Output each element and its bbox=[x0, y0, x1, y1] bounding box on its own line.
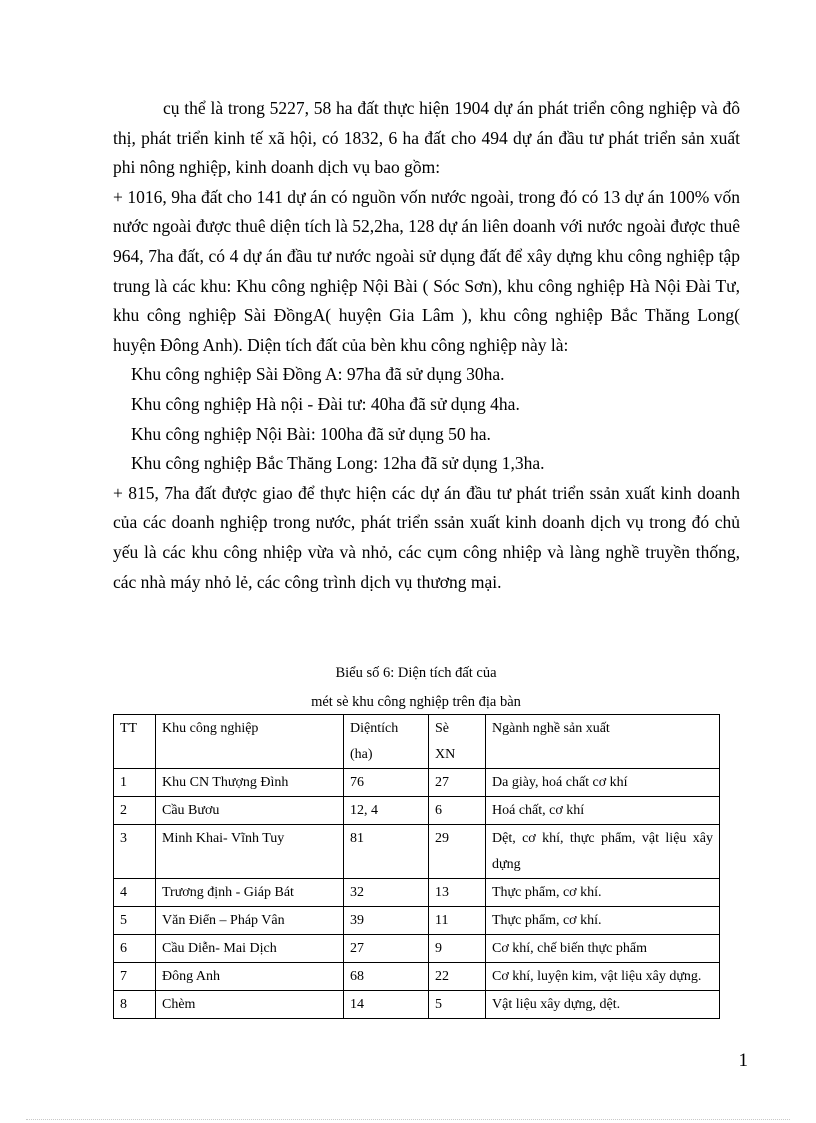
zone-item-noi-bai: Khu công nghiệp Nội Bài: 100ha đã sử dụng 50 ha. bbox=[131, 423, 491, 444]
paragraph-intro: cụ thể là trong 5227, 58 ha đất thực hiện 1904 dự án phát triển công nghiệp và đô thị, phát triển kinh tế xã hội, có 1832, 6 ha đất cho 494 dự án đầu tư phát triển sản xuất phi nông nghiệp, kinh doanh dịch vụ bao gồm: bbox=[113, 98, 740, 178]
table-row bbox=[114, 797, 720, 825]
cell-area: 76 bbox=[344, 769, 429, 797]
cell-area: 14 bbox=[344, 991, 429, 1019]
cell-area: 12, 4 bbox=[344, 797, 429, 825]
table-row bbox=[114, 935, 720, 963]
page-number: 1 bbox=[738, 1050, 748, 1071]
cell-zone-name: Khu CN Thượng Đình bbox=[156, 769, 344, 797]
cell-area: 27 bbox=[344, 935, 429, 963]
table-caption-line2: mét sè khu công nghiệp trên địa bàn bbox=[311, 694, 521, 710]
header-zone-name: Khu công nghiệp bbox=[156, 715, 344, 769]
cell-sector: Thực phẩm, cơ khí. bbox=[486, 907, 720, 935]
page-bottom-divider bbox=[26, 1119, 790, 1120]
cell-zone-name: Đông Anh bbox=[156, 963, 344, 991]
cell-area: 39 bbox=[344, 907, 429, 935]
cell-zone-name: Cầu Bươu bbox=[156, 797, 344, 825]
paragraph-domestic-investment: + 815, 7ha đất được giao để thực hiện các dự án đầu tư phát triển ssản xuất kinh doanh của các doanh nghiệp trong nước, phát triển ssản xuất kinh doanh dịch vụ trong đó chủ yếu là các khu công nhiệp vừa và nhỏ, các cụm công nhiệp và làng nghề truyền thống, các nhà máy nhỏ lẻ, các công trình dịch vụ thương mại. bbox=[113, 482, 740, 592]
table-row bbox=[114, 825, 720, 879]
table-caption-line1: Biểu số 6: Diện tích đất của bbox=[335, 665, 497, 681]
cell-tt: 2 bbox=[114, 797, 156, 825]
cell-sector: Da giày, hoá chất cơ khí bbox=[486, 769, 720, 797]
cell-tt: 3 bbox=[114, 825, 156, 879]
table-row bbox=[114, 879, 720, 907]
header-sector: Ngành nghề sản xuất bbox=[486, 715, 720, 769]
cell-sector: Hoá chất, cơ khí bbox=[486, 797, 720, 825]
cell-sector: Thực phẩm, cơ khí. bbox=[486, 879, 720, 907]
cell-zone-name: Chèm bbox=[156, 991, 344, 1019]
header-enterprises-line1: Sè bbox=[435, 721, 449, 736]
body-text bbox=[113, 94, 740, 597]
cell-zone-name: Văn Điển – Pháp Vân bbox=[156, 907, 344, 935]
cell-zone-name: Cầu Diễn- Mai Dịch bbox=[156, 935, 344, 963]
cell-zone-name: Minh Khai- Vĩnh Tuy bbox=[156, 825, 344, 879]
zone-item-ha-noi-dai-tu: Khu công nghiệp Hà nội - Đài tư: 40ha đã sử dụng 4ha. bbox=[131, 393, 520, 414]
zone-item-sai-dong: Khu công nghiệp Sài Đồng A: 97ha đã sử dụng 30ha. bbox=[131, 364, 505, 385]
table-row bbox=[114, 907, 720, 935]
cell-tt: 7 bbox=[114, 963, 156, 991]
cell-enterprises: 27 bbox=[429, 769, 486, 797]
industrial-zones-table bbox=[113, 714, 720, 1019]
cell-tt: 5 bbox=[114, 907, 156, 935]
cell-tt: 6 bbox=[114, 935, 156, 963]
cell-enterprises: 5 bbox=[429, 991, 486, 1019]
header-enterprises-line2: XN bbox=[435, 747, 456, 762]
cell-sector: Vật liệu xây dựng, dệt. bbox=[486, 991, 720, 1019]
paragraph-foreign-investment: + 1016, 9ha đất cho 141 dự án có nguồn vốn nước ngoài, trong đó có 13 dự án 100% vốn nước ngoài được thuê diện tích là 52,2ha, 128 dự án liên doanh với nước ngoài được thuê 964, 7ha đất, có 4 dự án đầu tư nước ngoài sử dụng đất để xây dựng khu công nghiệp tập trung là các khu: Khu công nghiệp Nội Bài ( Sóc Sơn), khu công nghiệp Hà Nội Đài Tư, khu công nghiệp Sài ĐồngA( huyện Gia Lâm ), khu công nghiệp Bắc Thăng Long( huyện Đông Anh). Diện tích đất của bèn khu công nghiệp này là: bbox=[113, 186, 740, 355]
cell-sector: Dệt, cơ khí, thực phẩm, vật liệu xây dựng bbox=[486, 825, 720, 879]
header-enterprises bbox=[429, 715, 486, 769]
cell-enterprises: 6 bbox=[429, 797, 486, 825]
cell-enterprises: 9 bbox=[429, 935, 486, 963]
zone-item-bac-thang-long: Khu công nghiệp Bắc Thăng Long: 12ha đã sử dụng 1,3ha. bbox=[131, 453, 545, 474]
cell-enterprises: 11 bbox=[429, 907, 486, 935]
cell-tt: 8 bbox=[114, 991, 156, 1019]
table-row bbox=[114, 963, 720, 991]
cell-tt: 4 bbox=[114, 879, 156, 907]
cell-enterprises: 13 bbox=[429, 879, 486, 907]
cell-sector: Cơ khí, chế biến thực phẩm bbox=[486, 935, 720, 963]
table-header-row bbox=[114, 715, 720, 769]
cell-area: 81 bbox=[344, 825, 429, 879]
header-tt: TT bbox=[114, 715, 156, 769]
cell-area: 32 bbox=[344, 879, 429, 907]
cell-area: 68 bbox=[344, 963, 429, 991]
header-area-line1: Diệntích bbox=[350, 721, 399, 736]
header-area-line2: (ha) bbox=[350, 747, 373, 762]
cell-enterprises: 29 bbox=[429, 825, 486, 879]
cell-sector: Cơ khí, luyện kim, vật liệu xây dựng. bbox=[486, 963, 720, 991]
table-row bbox=[114, 769, 720, 797]
cell-tt: 1 bbox=[114, 769, 156, 797]
cell-enterprises: 22 bbox=[429, 963, 486, 991]
table-row bbox=[114, 991, 720, 1019]
header-area bbox=[344, 715, 429, 769]
cell-zone-name: Trương định - Giáp Bát bbox=[156, 879, 344, 907]
